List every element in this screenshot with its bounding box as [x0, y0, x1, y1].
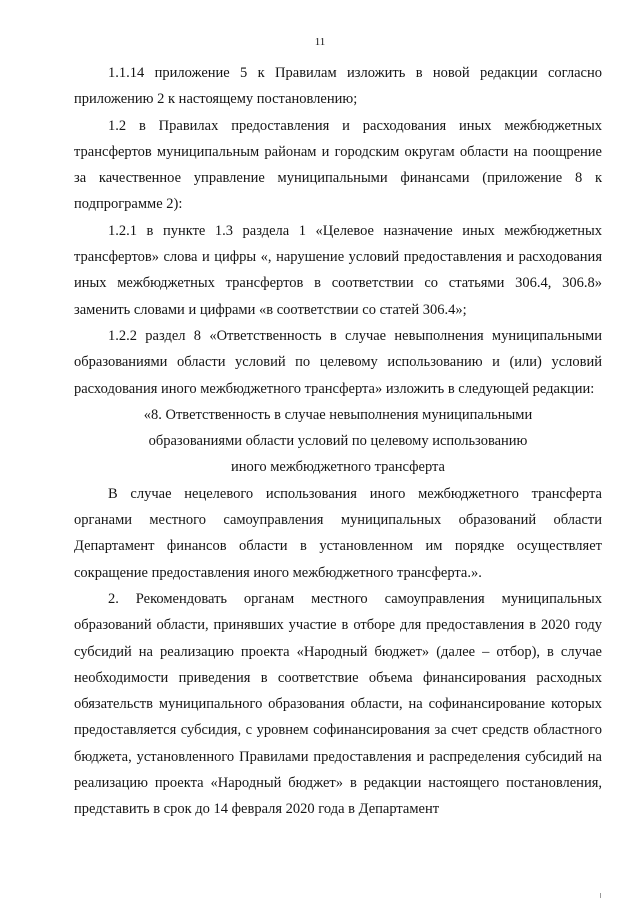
- section-heading-line-1: «8. Ответственность в случае невыполнения муниципальными: [143, 406, 533, 423]
- scan-mark: [600, 893, 601, 898]
- document-body: [74, 60, 602, 823]
- paragraph-1-2-2: 1.2.2 раздел 8 «Ответственность в случае невыполнения муниципальными образованиями области условий по целевому использованию и (или) условий расходования иного межбюджетного трансферта» изложить в следующей редакции:: [74, 327, 602, 397]
- paragraph-misuse-clause: В случае нецелевого использования иного межбюджетного трансферта органами местного самоуправления муниципальных образований области Департамент финансов области в установленном им порядке осуществляет сокращение предоставления иного межбюджетного трансферта.».: [74, 485, 602, 581]
- paragraph-1-2-1: 1.2.1 в пункте 1.3 раздела 1 «Целевое назначение иных межбюджетных трансфертов» слова и цифры «, нарушение условий предоставления и расходования иных межбюджетных трансфертов в соответствии со статьями 306.4, 306.8» заменить словами и цифрами «в соответствии со статей 306.4»;: [74, 222, 602, 318]
- page-number: 11: [314, 36, 326, 48]
- section-heading-line-2: образованиями области условий по целевому использованию: [148, 433, 528, 450]
- paragraph-2: 2. Рекомендовать органам местного самоуправления муниципальных образований области, принявших участие в отборе для предоставления в 2020 году субсидий на реализацию проекта «Народный бюджет» (далее – отбор), в случае необходимости приведения в соответствие объема финансирования расходных обязательств муниципального образования области, на софинансирование которых предоставляется субсидия, с уровнем софинансирования за счет средств областного бюджета, установленного Правилами предоставления и распределения субсидий на реализацию проекта «Народный бюджет» в редакции настоящего постановления, представить в срок до 14 февраля 2020 года в Департамент: [74, 590, 602, 818]
- section-heading-line-3: иного межбюджетного трансферта: [230, 459, 445, 476]
- paragraph-1-2: 1.2 в Правилах предоставления и расходования иных межбюджетных трансфертов муниципальным районам и городским округам области на поощрение за качественное управление муниципальными финансами (приложение 8 к подпрограмме 2):: [74, 117, 602, 213]
- paragraph-1-1-14: 1.1.14 приложение 5 к Правилам изложить в новой редакции согласно приложению 2 к настоящему постановлению;: [74, 65, 602, 108]
